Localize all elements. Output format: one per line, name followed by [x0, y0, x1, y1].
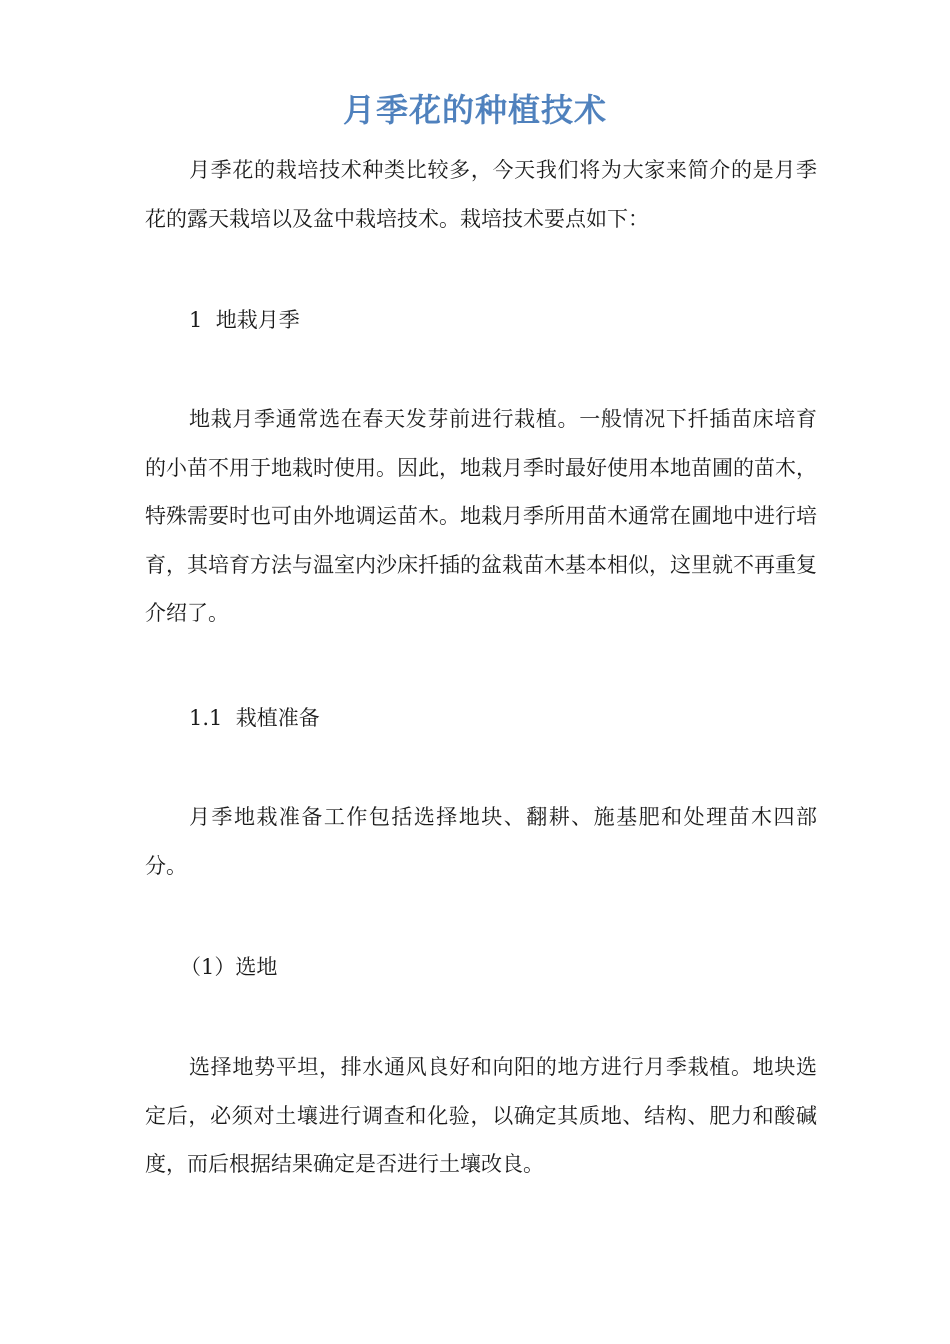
- section-1-paragraph: 地栽月季通常选在春天发芽前进行栽植。一般情况下扦插苗床培育的小苗不用于地栽时使用。因此，地栽月季时最好使用本地苗圃的苗木，特殊需要时也可由外地调运苗木。地栽月季所用苗木通常在圃地中进行培育，其培育方法与温室内沙床扦插的盆栽苗木基本相似，这里就不再重复介绍了。: [145, 407, 817, 625]
- section-1-1-paragraph: 月季地栽准备工作包括选择地块、翻耕、施基肥和处理苗木四部分。: [145, 805, 817, 878]
- section-1-1-heading: 1.1 栽植准备: [189, 706, 320, 730]
- item-1-heading: （1）选地: [180, 955, 278, 979]
- item-1-paragraph: 选择地势平坦，排水通风良好和向阳的地方进行月季栽植。地块选定后，必须对土壤进行调查和化验，以确定其质地、结构、肥力和酸碱度，而后根据结果确定是否进行土壤改良。: [145, 1055, 817, 1176]
- section-1-heading: 1 地栽月季: [189, 308, 300, 332]
- document-title: 月季花的种植技术: [342, 91, 607, 129]
- intro-paragraph: 月季花的栽培技术种类比较多，今天我们将为大家来简介的是月季花的露天栽培以及盆中栽培技术。栽培技术要点如下：: [145, 158, 817, 231]
